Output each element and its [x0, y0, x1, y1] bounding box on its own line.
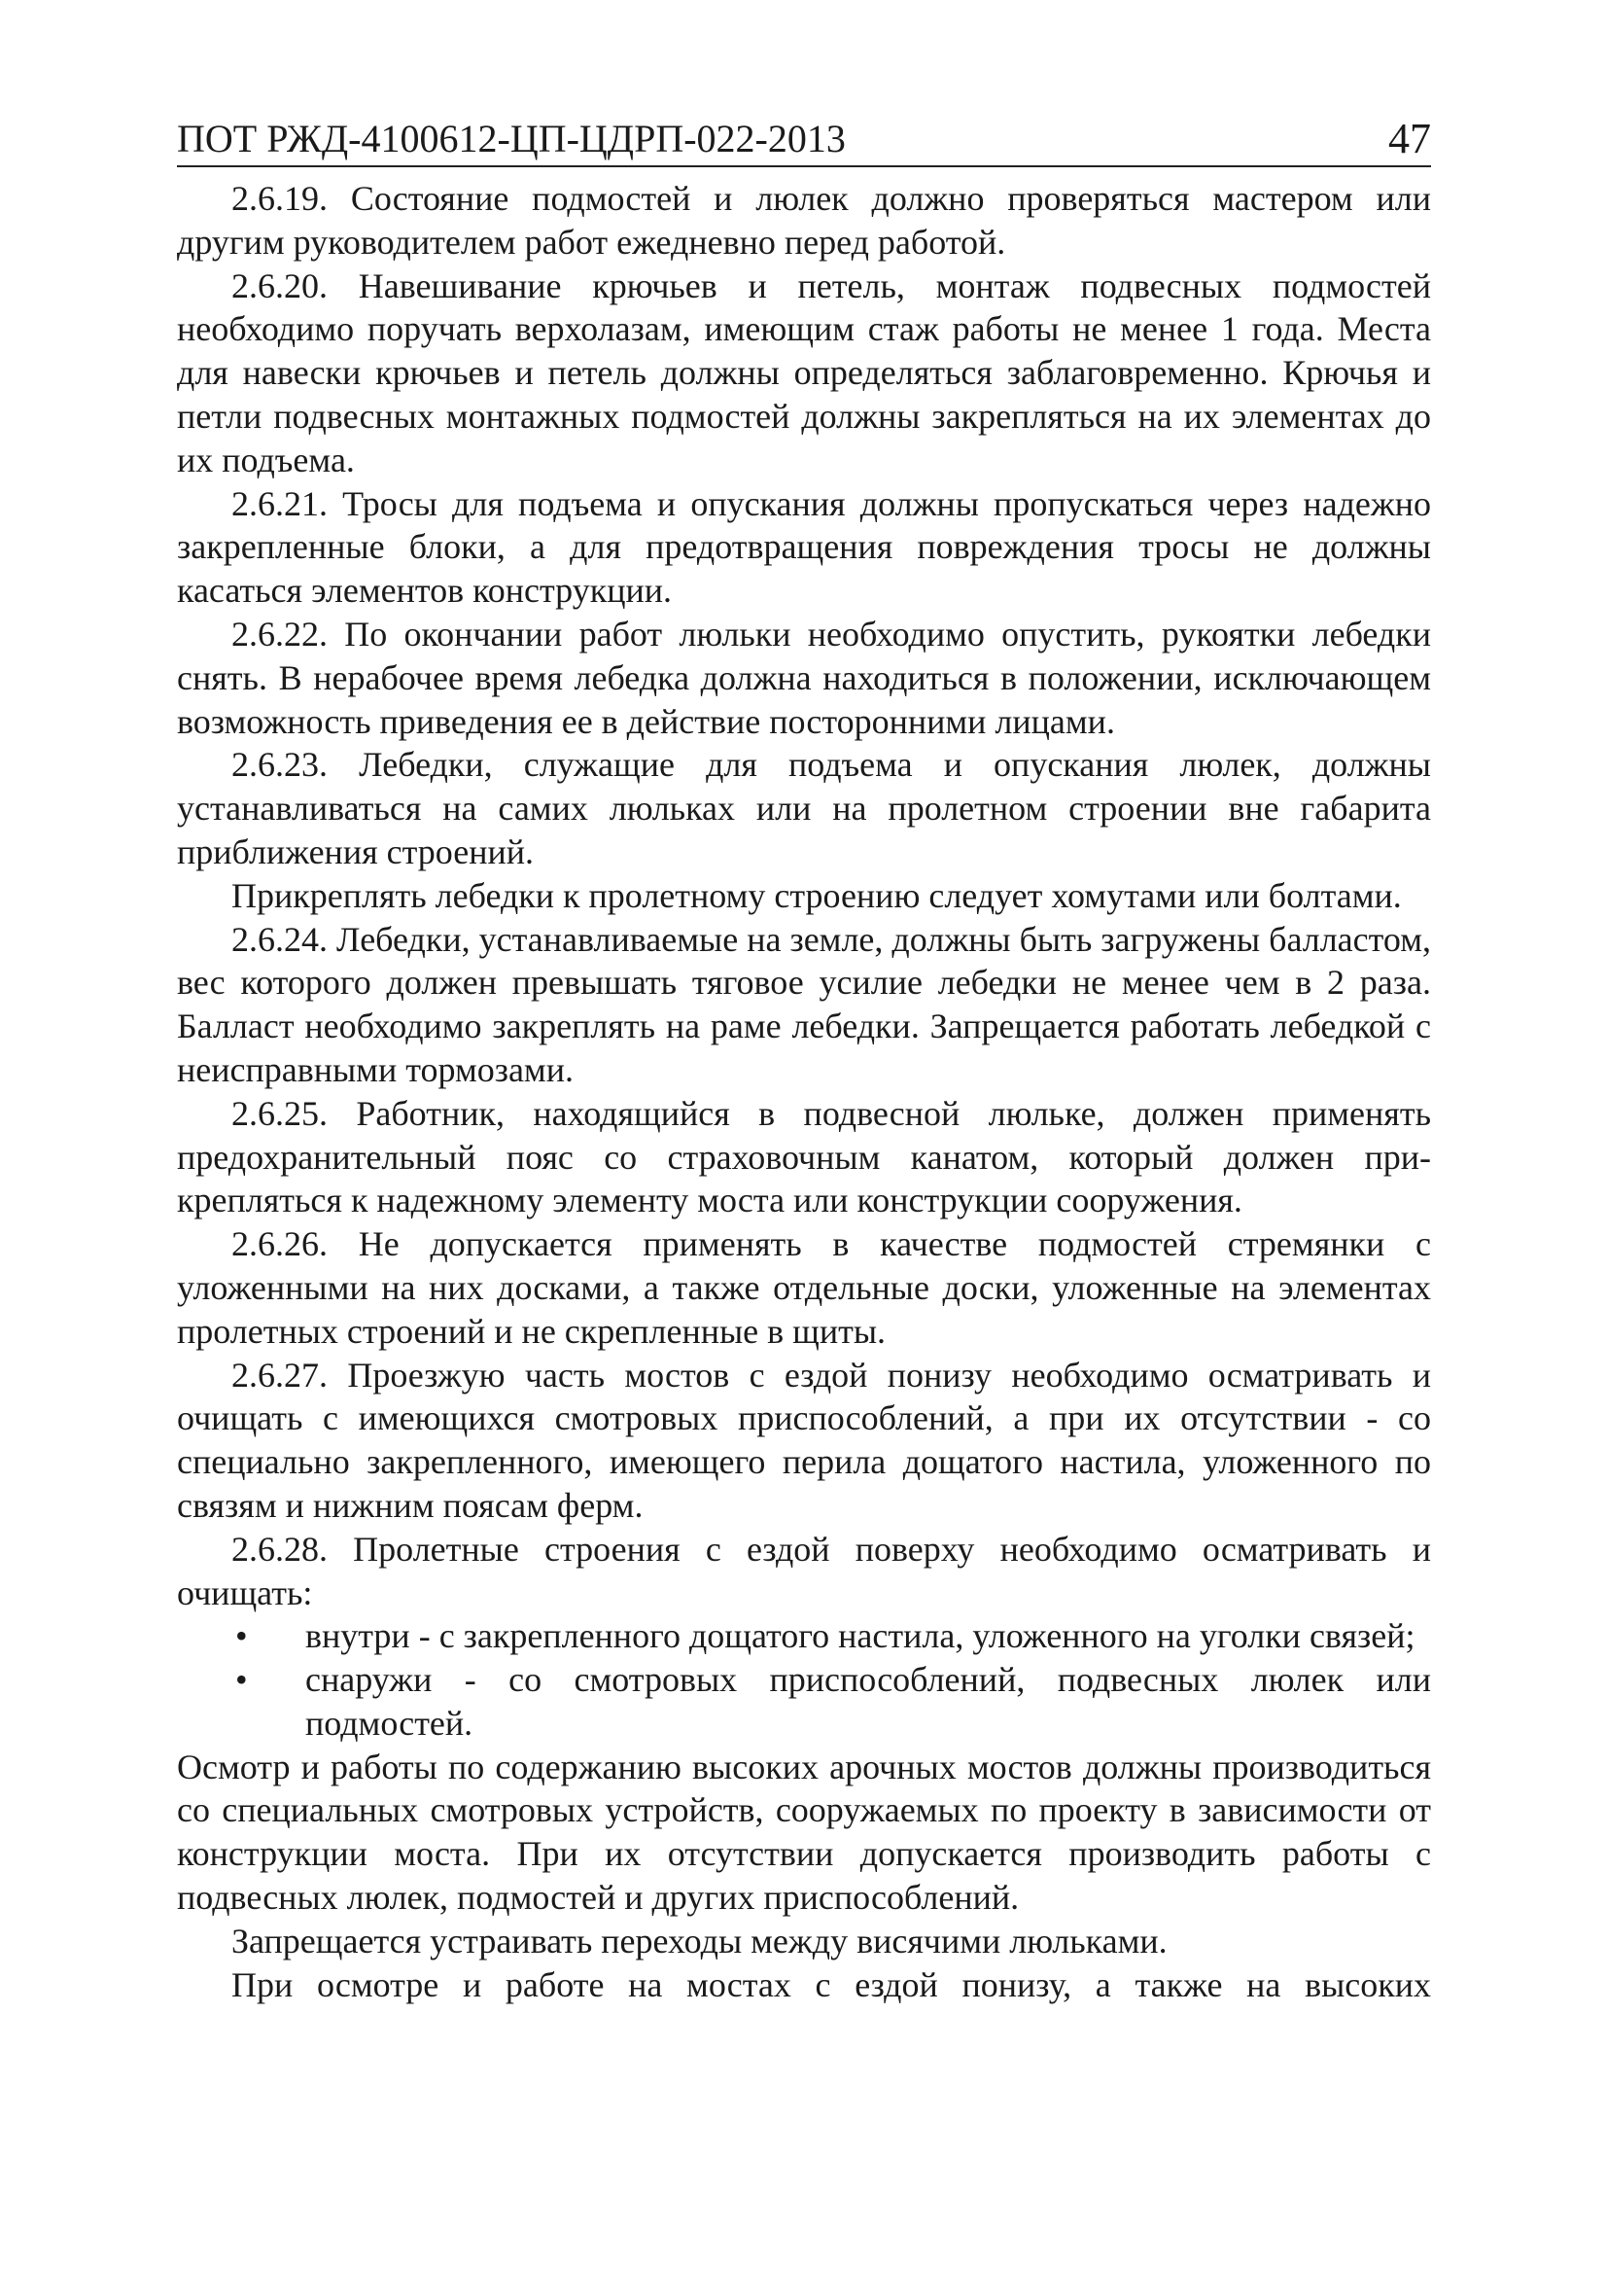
paragraph-2-6-27: 2.6.27. Проезжую часть мостов с ездой понизу необходимо осматривать и очищать с имеющихся смотровых приспособлений, а при их отсутствии - со специально закрепленного, имеющего перила дощатого настила, уложенного по связям и нижним поясам ферм. [177, 1355, 1431, 1525]
list-item-text: внутри - с закрепленного дощатого настила, уложенного на уголки связей; [305, 1616, 1415, 1656]
paragraph-2-6-21: 2.6.21. Тросы для подъема и опускания должны пропускаться через надежно закрепленные блоки, а для предотвращения повреждения тросы не должны касаться элементов конструкции. [177, 483, 1431, 611]
bullet-list [177, 1614, 1431, 1745]
document-body [177, 177, 1431, 2006]
paragraph-winch-mounting: Прикреплять лебедки к пролетному строению следует хомутами или болтами. [231, 875, 1402, 915]
list-item [177, 1614, 1431, 1658]
paragraph-arch-bridges: Осмотр и работы по содержанию высоких арочных мостов должны производиться со специальных смотровых устройств, сооружаемых по проекту в зависимости от конструкции моста. При их отсутствии допускается производить работы с подвесных люлек, подмостей и других приспособлений. [177, 1747, 1431, 1918]
paragraph-2-6-25: 2.6.25. Работник, находящийся в подвесной люльке, должен применять предохранительный пояс со страховочным канатом, который должен прикрепляться к надежному элементу моста или конструкции сооружения. [177, 1093, 1431, 1220]
paragraph-2-6-20: 2.6.20. Навешивание крючьев и петель, монтаж подвесных подмостей необходимо поручать верхолазам, имеющим стаж работы не менее 1 года. Места для навески крючьев и петель должны определяться заблаговременно. Крючья и петли подвесных монтажных подмостей должны закрепляться на их элементах до их подъема. [177, 265, 1431, 479]
list-item [177, 1658, 1431, 1746]
document-page [177, 115, 1431, 2006]
paragraph-continued: При осмотре и работе на мостах с ездой понизу, а также на высоких [231, 1964, 1431, 2004]
list-item-text: снаружи - со смотровых приспособлений, подвесных люлек или подмостей. [305, 1660, 1431, 1743]
paragraph-hanging-cradles: Запрещается устраивать переходы между висячими люльками. [231, 1921, 1168, 1960]
paragraph-2-6-22: 2.6.22. По окончании работ люльки необходимо опустить, рукоятки лебедки снять. В нерабочее время лебедка должна находиться в положении, исключающем возможность приведения ее в действие посторонними лицами. [177, 614, 1431, 741]
paragraph-2-6-26: 2.6.26. Не допускается применять в качестве подмостей стремянки с уложенными на них досками, а также отдельные доски, уложенные на элементах пролетных строений и не скрепленные в щиты. [177, 1224, 1431, 1351]
paragraph-2-6-24: 2.6.24. Лебедки, устанавливаемые на земле, должны быть загружены балластом, вес которого должен превышать тяговое усилие лебедки не менее чем в 2 раза. Балласт необходимо закреплять на раме лебедки. Запрещается работать лебедкой с неисправными тормозами. [177, 919, 1431, 1089]
paragraph-2-6-23: 2.6.23. Лебедки, служащие для подъема и опускания люлек, должны устанавливаться на самих люльках или на пролетном строении вне габарита приближения строений. [177, 745, 1431, 871]
bullet-icon: • [235, 1660, 248, 1700]
page-header [177, 115, 1431, 167]
document-code: ПОТ РЖД-4100612-ЦП-ЦДРП-022-2013 [177, 117, 846, 160]
paragraph-2-6-19: 2.6.19. Состояние подмостей и люлек должно проверяться мастером или другим руководителем работ ежедневно перед работой. [177, 179, 1431, 262]
paragraph-2-6-28: 2.6.28. Пролетные строения с ездой поверху необходимо осматривать и очищать: [177, 1529, 1431, 1612]
bullet-icon: • [235, 1616, 248, 1656]
page-number: 47 [1388, 115, 1431, 162]
